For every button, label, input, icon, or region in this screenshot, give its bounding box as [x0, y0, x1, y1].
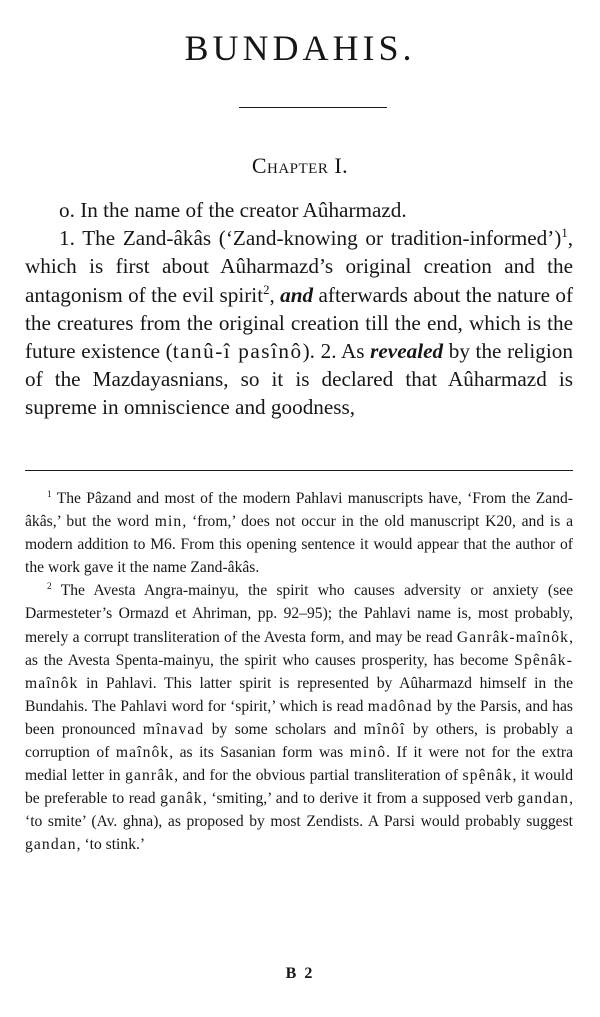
paragraph-0: o. In the name of the creator Aûharmazd. — [59, 198, 407, 222]
footnote-ref-1: 1 — [561, 226, 568, 241]
text-segment: , ‘to stink.’ — [76, 836, 146, 854]
text-segment: , ‘smiting,’ and to derive it from a supposed verb — [202, 790, 518, 808]
text-segment: by the religion of the Mazdayasnians, so it is declared that Aûharmazd is supreme in omniscience and goodness, — [25, 339, 573, 420]
footnote-ref-2: 2 — [263, 282, 270, 297]
transliteration: min — [154, 513, 183, 531]
text-segment: , and for the obvious partial transliteration of — [174, 767, 463, 785]
text-segment: , ‘to smite’ (Av. ghna), as proposed by most Zendists. A Parsi would probably suggest — [25, 790, 573, 831]
text-segment: afterwards about the nature of the creatures from the original creation till the end, which is the future existence ( — [25, 282, 574, 364]
transliteration: mînavad — [142, 720, 205, 738]
text-segment: by others, is probably a corruption of — [25, 720, 573, 762]
paragraph-1 — [25, 224, 573, 421]
transliteration: maînôk — [115, 744, 170, 762]
text-segment: in Pahlavi. This latter spirit is represented by Aûharmazd himself in the Bundahis. The Pahlavi word for ‘spirit,’ which is read — [25, 674, 573, 715]
footnote-1 — [25, 487, 573, 579]
transliteration: madônad — [367, 697, 433, 715]
title-rule — [239, 107, 387, 108]
signature-mark: B 2 — [285, 965, 315, 982]
text-segment: by the Parsis, and has been pronounced — [25, 697, 573, 738]
main-text — [25, 196, 573, 422]
footnote-2 — [25, 579, 573, 856]
text-segment: , — [269, 282, 281, 307]
footnotes — [25, 487, 573, 857]
text-segment: , it would be preferable to read — [25, 767, 573, 808]
running-title: BUNDAHIS. — [184, 28, 416, 68]
text-segment: 1. The Zand-âkâs (‘Zand-knowing or tradition-informed’) — [59, 226, 562, 251]
transliteration: Ganrâk-maînôk — [456, 628, 570, 646]
italic-revealed: revealed — [370, 339, 444, 364]
text-segment: , which is first about Aûharmazd’s original creation and the antagonism of the evil spirit — [25, 226, 573, 307]
book-page — [25, 0, 575, 1017]
transliteration: Spênâk-maînôk — [25, 651, 573, 692]
text-segment: The Pâzand and most of the modern Pahlavi manuscripts have, ‘From the Zand-âkâs,’ but the word — [25, 490, 573, 531]
footnote-mark: 1 — [47, 489, 52, 500]
transliteration: mînôî — [363, 720, 406, 738]
text-segment: . If it were not for the extra medial letter in — [25, 744, 573, 785]
text-segment: , ‘from,’ does not occur in the old manuscript K20, and is a modern addition to M6. From this opening sentence it would appear that the author of the work gave it the name Zand-âkâs. — [25, 513, 573, 577]
chapter-heading: Chapter I. — [251, 153, 349, 178]
transliteration: gandan — [517, 790, 570, 808]
transliteration: ganâk — [160, 790, 203, 808]
text-segment: The Avesta Angra-mainyu, the spirit who causes adversity or anxiety (see Darmesteter’s Ormazd et Ahriman, pp. 92–95); the Pahlavi name is, most probably, merely a corrupt transliteration of the Avesta form, and may be read — [25, 582, 573, 646]
transliteration: minô — [349, 744, 387, 762]
footnote-rule — [25, 470, 573, 471]
text-segment: , as its Sasanian form was — [169, 744, 350, 762]
text-segment: ). 2. As — [302, 339, 371, 364]
transliteration: spênâk — [462, 767, 513, 785]
footnote-mark: 2 — [47, 582, 52, 593]
text-segment: , as the Avesta Spenta-mainyu, the spirit who causes prosperity, has become — [25, 628, 573, 669]
transliteration: gandan — [25, 836, 77, 854]
pahlavi-term: tanû-î pasînô — [172, 339, 303, 364]
italic-and: and — [280, 282, 314, 307]
transliteration: ganrâk — [125, 767, 175, 785]
text-segment: by some scholars and — [204, 720, 364, 738]
